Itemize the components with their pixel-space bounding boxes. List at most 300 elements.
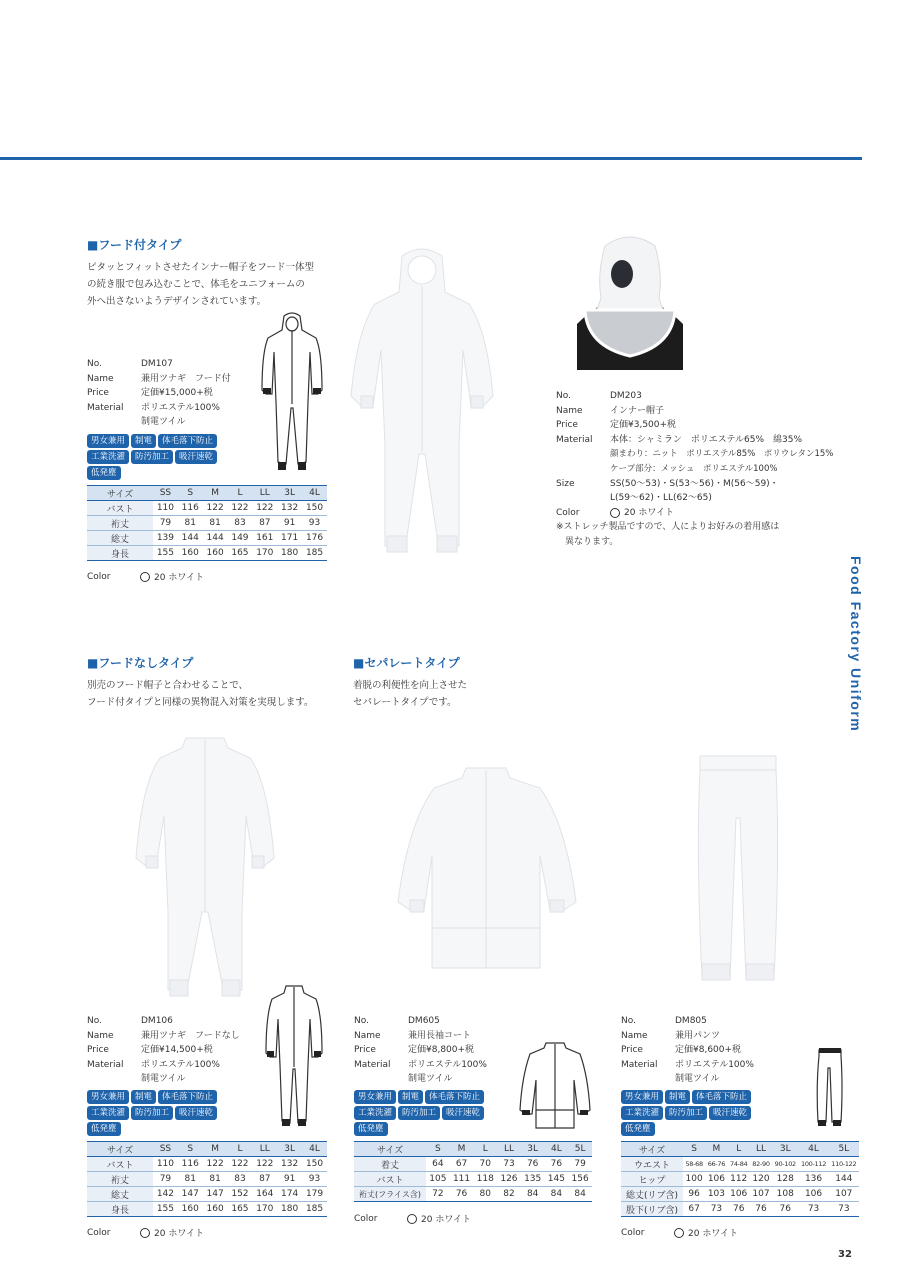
table-cell: 180 bbox=[281, 1204, 299, 1214]
product-number: DM106 bbox=[141, 1016, 173, 1026]
spec-label: No. bbox=[621, 1016, 636, 1026]
spec-label: Size bbox=[556, 478, 575, 489]
table-header: S bbox=[426, 1142, 450, 1157]
table-header: M bbox=[203, 1142, 228, 1157]
table-cell: 155 bbox=[156, 1204, 175, 1214]
table-cell: 136 bbox=[804, 1174, 823, 1184]
table-cell: 155 bbox=[156, 548, 175, 558]
table-cell: 82-90 bbox=[752, 1160, 770, 1168]
hood-type-description bbox=[87, 259, 314, 310]
table-header: L bbox=[228, 1142, 253, 1157]
product-price: 定価¥14,500+税 bbox=[141, 1045, 213, 1056]
product-name: 兼用ツナギ フードなし bbox=[141, 1030, 240, 1041]
table-cell: 144 bbox=[181, 533, 199, 543]
table-cell: 108 bbox=[776, 1189, 794, 1199]
spec-label: Name bbox=[621, 1030, 648, 1041]
table-cell: 84 bbox=[574, 1189, 586, 1199]
table-header: SS bbox=[153, 486, 178, 501]
table-cell: 83 bbox=[234, 518, 246, 528]
table-cell: 100-112 bbox=[801, 1160, 827, 1168]
table-cell: 111 bbox=[452, 1174, 471, 1184]
table-header: SS bbox=[153, 1142, 178, 1157]
table-cell: 93 bbox=[308, 1174, 321, 1184]
product-material: 本体：シャミラン ポリエステル65% 綿35% bbox=[610, 434, 803, 445]
table-cell: 126 bbox=[500, 1174, 518, 1184]
table-cell: 185 bbox=[305, 548, 324, 558]
feature-tag: 体毛落下防止 bbox=[158, 434, 217, 448]
feature-tag: 吸汗速乾 bbox=[175, 450, 217, 464]
table-cell: 73 bbox=[838, 1204, 850, 1214]
table-cell: 122 bbox=[231, 503, 249, 513]
spec-label: Material bbox=[354, 1059, 391, 1070]
product-name: 兼用ツナギ フード付 bbox=[141, 373, 231, 384]
table-cell: 106 bbox=[804, 1189, 823, 1199]
table-header: LL bbox=[252, 486, 277, 501]
table-header: L bbox=[728, 1142, 750, 1157]
row-label: 身長 bbox=[87, 546, 153, 561]
feature-tag: 吸汗速乾 bbox=[175, 1106, 217, 1120]
table-cell: 142 bbox=[156, 1189, 175, 1199]
product-number: DM605 bbox=[408, 1016, 440, 1026]
table-cell: 76 bbox=[732, 1204, 745, 1214]
desc-line: 着脱の利便性を向上させた bbox=[353, 680, 468, 691]
table-cell: 147 bbox=[181, 1189, 199, 1199]
table-cell: 80 bbox=[479, 1189, 491, 1199]
table-cell: 58-68 bbox=[685, 1160, 703, 1168]
row-label: 総丈 bbox=[87, 1187, 153, 1202]
product-name: 兼用長袖コート bbox=[408, 1030, 472, 1041]
white-swatch-icon bbox=[610, 508, 620, 518]
table-header: LL bbox=[252, 1142, 277, 1157]
table-row bbox=[87, 546, 327, 561]
desc-line: 外へ出さないようデザインされています。 bbox=[87, 296, 267, 307]
table-cell: 164 bbox=[256, 1189, 274, 1199]
spec-label: No. bbox=[354, 1016, 369, 1026]
long-sleeve-coat-sketch bbox=[518, 1040, 592, 1132]
color-value: 20 ホワイト bbox=[688, 1229, 739, 1239]
feature-tag: 吸汗速乾 bbox=[442, 1106, 484, 1120]
feature-tag: 防汚加工 bbox=[398, 1106, 440, 1120]
table-cell: 171 bbox=[281, 533, 299, 543]
hooded-coverall-photo bbox=[347, 246, 497, 562]
table-cell: 79 bbox=[574, 1159, 586, 1169]
table-cell: 83 bbox=[234, 1174, 246, 1184]
table-cell: 116 bbox=[181, 1159, 199, 1169]
spec-label: Price bbox=[621, 1045, 643, 1056]
table-header: サイズ bbox=[621, 1142, 683, 1157]
table-row bbox=[87, 1202, 327, 1217]
table-cell: 160 bbox=[206, 1204, 224, 1214]
desc-line: セパレートタイプです。 bbox=[353, 697, 457, 708]
product-number: DM203 bbox=[610, 391, 642, 401]
table-cell: 70 bbox=[479, 1159, 491, 1169]
table-row bbox=[87, 531, 327, 546]
table-cell: 82 bbox=[503, 1189, 515, 1199]
feature-tag: 制電 bbox=[398, 1090, 423, 1104]
desc-line: フード付タイプと同様の異物混入対策を実現します。 bbox=[87, 697, 314, 708]
table-header: 4L bbox=[302, 1142, 327, 1157]
table-cell: 66-76 bbox=[707, 1160, 726, 1168]
spec-label: Price bbox=[87, 388, 109, 399]
no-hood-type-description bbox=[87, 677, 313, 711]
table-cell: 122 bbox=[206, 503, 224, 513]
desc-line: 別売のフード帽子と合わせることで、 bbox=[87, 680, 249, 691]
spec-label: Price bbox=[87, 1045, 109, 1056]
row-label: 総丈 bbox=[87, 531, 153, 546]
product-price: 定価¥8,600+税 bbox=[675, 1045, 742, 1056]
product-material: ポリエステル100% bbox=[141, 402, 220, 413]
spec-label: Name bbox=[354, 1030, 381, 1041]
table-cell: 110 bbox=[156, 1159, 175, 1169]
feature-tag: 男女兼用 bbox=[621, 1090, 663, 1104]
color-value: 20 ホワイト bbox=[154, 573, 205, 583]
table-cell: 149 bbox=[231, 533, 249, 543]
row-label: 裄丈(フライス含) bbox=[354, 1187, 426, 1202]
desc-line: の続き服で包み込むことで、体毛をユニフォームの bbox=[87, 279, 305, 290]
table-cell: 81 bbox=[184, 518, 196, 528]
table-cell: 84 bbox=[550, 1189, 563, 1199]
table-header: 5L bbox=[568, 1142, 592, 1157]
table-cell: 93 bbox=[308, 518, 321, 528]
dm106-size-table bbox=[87, 1141, 327, 1217]
table-cell: 76 bbox=[526, 1159, 539, 1169]
no-hood-type-heading: ■フードなしタイプ bbox=[87, 656, 194, 670]
table-header: L bbox=[473, 1142, 497, 1157]
table-header: 5L bbox=[829, 1142, 859, 1157]
spec-label: Color bbox=[621, 1227, 645, 1238]
table-header: サイズ bbox=[354, 1142, 426, 1157]
table-row bbox=[621, 1157, 859, 1172]
table-cell: 107 bbox=[752, 1189, 770, 1199]
table-cell: 165 bbox=[231, 548, 249, 558]
table-row bbox=[87, 1187, 327, 1202]
spec-label: No. bbox=[87, 359, 102, 369]
table-cell: 147 bbox=[206, 1189, 224, 1199]
table-header: 4L bbox=[302, 486, 327, 501]
table-row bbox=[87, 501, 327, 516]
table-cell: 156 bbox=[571, 1174, 589, 1184]
product-material: ポリエステル100% bbox=[675, 1059, 754, 1070]
table-header: M bbox=[705, 1142, 727, 1157]
table-cell: 110 bbox=[156, 503, 175, 513]
dm805-color bbox=[621, 1226, 738, 1239]
table-cell: 105 bbox=[429, 1174, 447, 1184]
table-cell: 81 bbox=[209, 518, 221, 528]
feature-tag: 工業洗濯 bbox=[87, 1106, 129, 1120]
dm605-color bbox=[354, 1212, 471, 1225]
table-header: 4L bbox=[545, 1142, 569, 1157]
table-cell: 170 bbox=[256, 548, 274, 558]
table-cell: 170 bbox=[256, 1204, 274, 1214]
table-cell: 160 bbox=[181, 1204, 199, 1214]
product-material: ポリエステル100% bbox=[408, 1059, 487, 1070]
table-cell: 139 bbox=[156, 533, 175, 543]
spec-label: Color bbox=[556, 507, 580, 518]
table-header: 4L bbox=[798, 1142, 828, 1157]
table-cell: 103 bbox=[707, 1189, 726, 1199]
product-material: 制電ツイル bbox=[408, 1074, 453, 1085]
feature-tag: 低発塵 bbox=[87, 466, 121, 480]
product-note: 異なります。 bbox=[556, 536, 619, 547]
table-cell: 176 bbox=[305, 533, 324, 543]
product-size: SS(50〜53)・S(53〜56)・M(56〜59)・ bbox=[610, 478, 779, 489]
spec-label: Material bbox=[621, 1059, 658, 1070]
feature-tag: 低発塵 bbox=[621, 1122, 655, 1136]
row-label: 総丈(リブ含) bbox=[621, 1187, 683, 1202]
table-cell: 116 bbox=[181, 503, 199, 513]
pants-photo bbox=[696, 752, 780, 988]
separate-type-heading: ■セパレートタイプ bbox=[353, 656, 460, 670]
table-row bbox=[354, 1187, 592, 1202]
table-cell: 128 bbox=[776, 1174, 794, 1184]
row-label: ウエスト bbox=[621, 1157, 683, 1172]
dm605-spec bbox=[354, 1014, 487, 1087]
table-header: S bbox=[683, 1142, 705, 1157]
product-number: DM107 bbox=[141, 359, 173, 369]
table-header: S bbox=[178, 486, 203, 501]
white-swatch-icon bbox=[674, 1228, 684, 1238]
row-label: 身長 bbox=[87, 1202, 153, 1217]
table-cell: 122 bbox=[256, 1159, 274, 1169]
table-cell: 160 bbox=[206, 548, 224, 558]
long-sleeve-coat-photo bbox=[394, 764, 580, 972]
product-material: 顔まわり：ニット ポリエステル85% ポリウレタン15% bbox=[610, 449, 834, 460]
spec-label: Price bbox=[354, 1045, 376, 1056]
table-header: M bbox=[450, 1142, 474, 1157]
row-label: 裄丈 bbox=[87, 516, 153, 531]
table-cell: 152 bbox=[231, 1189, 249, 1199]
dm106-feature-tags bbox=[87, 1090, 247, 1136]
hooded-coverall-sketch bbox=[258, 312, 326, 480]
table-cell: 79 bbox=[159, 518, 172, 528]
table-cell: 122 bbox=[206, 1159, 224, 1169]
table-row bbox=[354, 1172, 592, 1187]
dm106-color bbox=[87, 1226, 204, 1239]
table-row bbox=[621, 1202, 859, 1217]
dm107-spec bbox=[87, 357, 231, 430]
table-cell: 185 bbox=[305, 1204, 324, 1214]
product-material: ケープ部分：メッシュ ポリエステル100% bbox=[610, 463, 778, 474]
dm107-size-table bbox=[87, 485, 327, 561]
feature-tag: 工業洗濯 bbox=[621, 1106, 663, 1120]
side-title: Food Factory Uniform bbox=[848, 556, 864, 733]
table-cell: 118 bbox=[476, 1174, 494, 1184]
spec-label: Price bbox=[556, 420, 578, 431]
table-header: サイズ bbox=[87, 1142, 153, 1157]
table-cell: 150 bbox=[305, 503, 324, 513]
product-material: 制電ツイル bbox=[141, 1074, 186, 1085]
row-label: バスト bbox=[87, 501, 153, 516]
table-cell: 132 bbox=[281, 503, 299, 513]
feature-tag: 体毛落下防止 bbox=[425, 1090, 484, 1104]
table-cell: 73 bbox=[503, 1159, 515, 1169]
dm203-spec bbox=[556, 389, 833, 550]
table-cell: 90-102 bbox=[774, 1160, 796, 1168]
product-price: 定価¥3,500+税 bbox=[610, 420, 677, 431]
separate-type-description bbox=[353, 677, 467, 711]
table-header: S bbox=[178, 1142, 203, 1157]
spec-label: Material bbox=[87, 402, 124, 413]
feature-tag: 男女兼用 bbox=[87, 1090, 129, 1104]
table-cell: 73 bbox=[710, 1204, 723, 1214]
table-row bbox=[621, 1172, 859, 1187]
table-cell: 91 bbox=[283, 1174, 296, 1184]
product-material: 制電ツイル bbox=[141, 417, 186, 428]
white-swatch-icon bbox=[407, 1214, 417, 1224]
product-material: 制電ツイル bbox=[675, 1074, 720, 1085]
table-cell: 73 bbox=[807, 1204, 820, 1214]
table-header: 3L bbox=[277, 1142, 302, 1157]
table-cell: 145 bbox=[547, 1174, 565, 1184]
row-label: ヒップ bbox=[621, 1172, 683, 1187]
table-cell: 84 bbox=[526, 1189, 539, 1199]
feature-tag: 防汚加工 bbox=[665, 1106, 707, 1120]
table-cell: 100 bbox=[685, 1174, 703, 1184]
dm605-feature-tags bbox=[354, 1090, 514, 1136]
table-header: 3L bbox=[772, 1142, 798, 1157]
feature-tag: 体毛落下防止 bbox=[158, 1090, 217, 1104]
feature-tag: 制電 bbox=[131, 434, 156, 448]
table-cell: 76 bbox=[755, 1204, 767, 1214]
table-row bbox=[87, 1172, 327, 1187]
product-size: L(59〜62)・LL(62〜65) bbox=[610, 493, 712, 504]
color-value: 20 ホワイト bbox=[154, 1229, 205, 1239]
dm107-color bbox=[87, 570, 204, 583]
table-row bbox=[87, 1157, 327, 1172]
table-cell: 106 bbox=[730, 1189, 748, 1199]
spec-label: Color bbox=[87, 1227, 111, 1238]
spec-label: Material bbox=[87, 1059, 124, 1070]
table-cell: 132 bbox=[281, 1159, 299, 1169]
table-cell: 67 bbox=[688, 1204, 700, 1214]
table-header: サイズ bbox=[87, 486, 153, 501]
table-cell: 76 bbox=[550, 1159, 563, 1169]
table-cell: 150 bbox=[305, 1159, 324, 1169]
table-cell: 179 bbox=[305, 1189, 324, 1199]
feature-tag: 防汚加工 bbox=[131, 450, 173, 464]
page-number: 32 bbox=[838, 1249, 852, 1260]
table-cell: 74-84 bbox=[730, 1160, 748, 1168]
row-label: バスト bbox=[354, 1172, 426, 1187]
table-cell: 67 bbox=[455, 1159, 468, 1169]
color-value: 20 ホワイト bbox=[421, 1215, 472, 1225]
spec-label: No. bbox=[556, 391, 571, 401]
spec-label: Material bbox=[556, 434, 593, 445]
inner-cap-photo bbox=[577, 234, 683, 370]
coverall-photo bbox=[134, 732, 276, 1004]
table-header: 3L bbox=[521, 1142, 545, 1157]
feature-tag: 低発塵 bbox=[87, 1122, 121, 1136]
product-price: 定価¥8,800+税 bbox=[408, 1045, 475, 1056]
feature-tag: 工業洗濯 bbox=[354, 1106, 396, 1120]
product-number: DM805 bbox=[675, 1016, 707, 1026]
table-cell: 165 bbox=[231, 1204, 249, 1214]
table-header: M bbox=[203, 486, 228, 501]
table-cell: 79 bbox=[159, 1174, 172, 1184]
table-cell: 81 bbox=[184, 1174, 196, 1184]
desc-line: ピタッとフィットさせたインナー帽子をフード一体型 bbox=[87, 262, 314, 273]
table-header: L bbox=[228, 486, 253, 501]
row-label: 股下(リブ含) bbox=[621, 1202, 683, 1217]
feature-tag: 男女兼用 bbox=[87, 434, 129, 448]
header-rule bbox=[0, 157, 862, 160]
product-note: ※ストレッチ製品ですので、人によりお好みの着用感は bbox=[556, 522, 780, 533]
spec-label: Color bbox=[87, 571, 111, 582]
table-cell: 64 bbox=[432, 1159, 444, 1169]
table-cell: 112 bbox=[730, 1174, 748, 1184]
product-material: ポリエステル100% bbox=[141, 1059, 220, 1070]
product-name: インナー帽子 bbox=[610, 405, 665, 416]
dm107-feature-tags bbox=[87, 434, 247, 480]
feature-tag: 低発塵 bbox=[354, 1122, 388, 1136]
white-swatch-icon bbox=[140, 572, 150, 582]
table-header: LL bbox=[750, 1142, 772, 1157]
table-cell: 107 bbox=[835, 1189, 853, 1199]
table-cell: 91 bbox=[283, 518, 296, 528]
table-cell: 144 bbox=[206, 533, 224, 543]
feature-tag: 防汚加工 bbox=[131, 1106, 173, 1120]
spec-label: Name bbox=[87, 1030, 114, 1041]
table-cell: 122 bbox=[231, 1159, 249, 1169]
table-cell: 72 bbox=[432, 1189, 444, 1199]
dm605-size-table bbox=[354, 1141, 592, 1202]
feature-tag: 制電 bbox=[131, 1090, 156, 1104]
product-price: 定価¥15,000+税 bbox=[141, 388, 213, 399]
table-cell: 106 bbox=[707, 1174, 726, 1184]
table-cell: 76 bbox=[455, 1189, 468, 1199]
table-cell: 96 bbox=[688, 1189, 700, 1199]
row-label: 着丈 bbox=[354, 1157, 426, 1172]
pants-sketch bbox=[816, 1046, 844, 1130]
row-label: 裄丈 bbox=[87, 1172, 153, 1187]
spec-label: Name bbox=[87, 373, 114, 384]
table-cell: 87 bbox=[259, 1174, 271, 1184]
table-cell: 135 bbox=[524, 1174, 542, 1184]
spec-label: Name bbox=[556, 405, 583, 416]
dm805-size-table bbox=[621, 1141, 859, 1217]
product-name: 兼用パンツ bbox=[675, 1030, 721, 1041]
white-swatch-icon bbox=[140, 1228, 150, 1238]
feature-tag: 吸汗速乾 bbox=[709, 1106, 751, 1120]
table-header: 3L bbox=[277, 486, 302, 501]
color-value: 20 ホワイト bbox=[624, 507, 675, 518]
dm805-feature-tags bbox=[621, 1090, 781, 1136]
table-row bbox=[87, 516, 327, 531]
table-cell: 174 bbox=[281, 1189, 299, 1199]
feature-tag: 体毛落下防止 bbox=[692, 1090, 751, 1104]
feature-tag: 制電 bbox=[665, 1090, 690, 1104]
table-cell: 144 bbox=[835, 1174, 853, 1184]
table-cell: 122 bbox=[256, 503, 274, 513]
table-cell: 87 bbox=[259, 518, 271, 528]
table-header: LL bbox=[497, 1142, 521, 1157]
feature-tag: 工業洗濯 bbox=[87, 450, 129, 464]
spec-label: No. bbox=[87, 1016, 102, 1026]
dm805-spec bbox=[621, 1014, 754, 1087]
table-cell: 180 bbox=[281, 548, 299, 558]
spec-label: Color bbox=[354, 1213, 378, 1224]
table-cell: 120 bbox=[752, 1174, 770, 1184]
row-label: バスト bbox=[87, 1157, 153, 1172]
feature-tag: 男女兼用 bbox=[354, 1090, 396, 1104]
table-cell: 161 bbox=[256, 533, 274, 543]
table-cell: 81 bbox=[209, 1174, 221, 1184]
table-cell: 110-122 bbox=[831, 1160, 857, 1168]
table-cell: 76 bbox=[779, 1204, 791, 1214]
table-row bbox=[354, 1157, 592, 1172]
dm106-spec bbox=[87, 1014, 240, 1087]
hood-type-heading: ■フード付タイプ bbox=[87, 238, 182, 252]
